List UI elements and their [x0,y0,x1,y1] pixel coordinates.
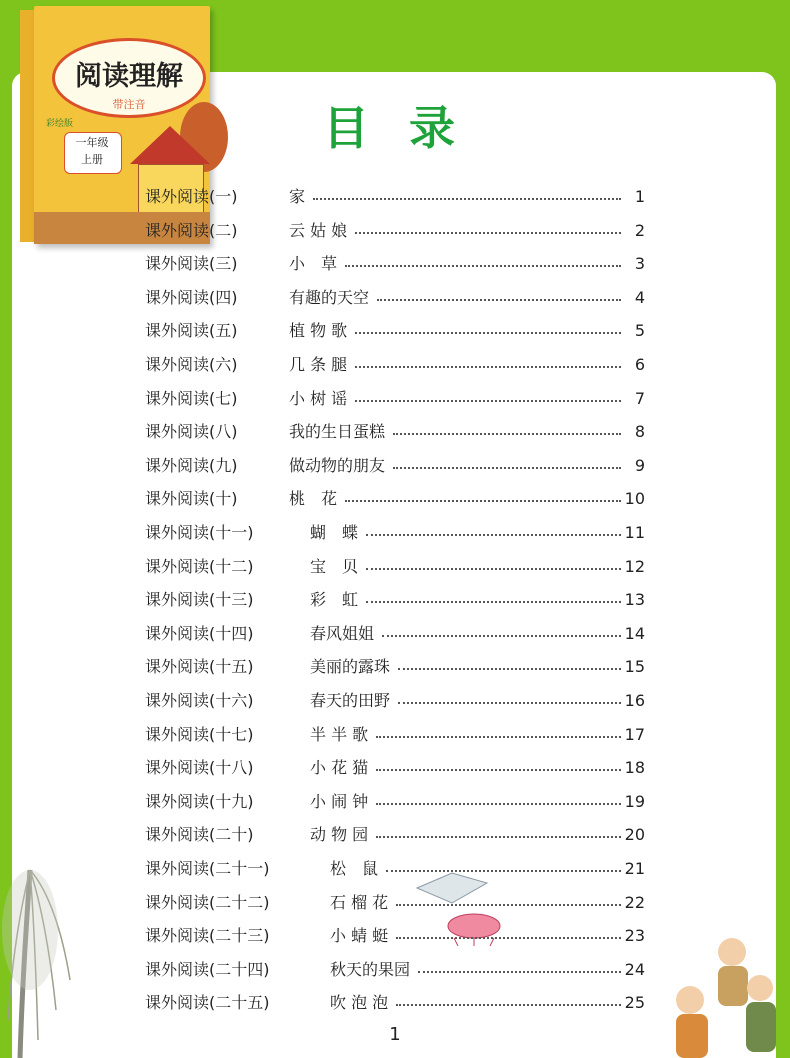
toc-entry-label: 课外阅读(十八) [145,758,254,778]
toc-entry-page: 25 [624,993,645,1013]
toc-entry-page: 3 [634,254,645,274]
toc-entry-title: 秋天的果园 [330,959,411,979]
toc-entry-label: 课外阅读(二) [145,220,238,240]
toc-entry-title: 云 姑 娘 [289,220,348,240]
toc-entry-page: 17 [624,724,645,744]
toc-entry-page: 6 [634,355,645,374]
toc-entry-title: 宝 贝 [310,556,359,576]
toc-entry[interactable] [145,620,645,648]
toc-entry[interactable] [145,385,645,413]
toc-entry[interactable] [145,217,645,245]
toc-entry-title: 半 半 歌 [310,724,369,744]
toc-entry-title: 小 蜻 蜓 [330,926,389,946]
toc-entry-label: 课外阅读(二十一) [145,859,270,878]
toc-entry[interactable] [145,821,645,849]
toc-entry[interactable] [145,788,645,816]
toc-leader-dots [313,198,621,200]
toc-leader-dots [386,870,621,872]
toc-leader-dots [345,265,621,267]
toc-entry[interactable] [145,351,645,379]
toc-entry[interactable] [145,183,645,211]
toc-leader-dots [393,467,621,469]
toc-entry[interactable] [145,989,645,1017]
toc-entry-label: 课外阅读(十三) [145,590,254,610]
toc-entry-page: 5 [634,321,645,341]
toc-entry-label: 课外阅读(二十四) [145,959,270,979]
toc-leader-dots [377,299,621,301]
toc-entry-title: 几 条 腿 [289,355,348,374]
toc-entry-label: 课外阅读(五) [145,321,238,341]
toc-entry-label: 课外阅读(三) [145,254,238,274]
toc-entry-title: 我的生日蛋糕 [289,422,386,442]
toc-leader-dots [376,803,621,805]
toc-entry[interactable] [145,519,645,547]
toc-leader-dots [376,769,621,771]
toc-entry[interactable] [145,250,645,278]
toc-leader-dots [418,971,621,973]
toc-leader-dots [355,400,621,402]
toc-entry-title: 小 草 [289,254,338,274]
toc-entry-label: 课外阅读(十四) [145,623,254,643]
toc-entry-title: 美丽的露珠 [310,657,391,677]
grade-line2: 上册 [81,153,103,166]
toc-entry-label: 课外阅读(二十三) [145,926,270,946]
book-subtitle: 带注音 [112,98,146,111]
toc-heading: 目 录 [322,101,467,155]
toc-entry-page: 7 [634,388,645,408]
toc-entry-label: 课外阅读(二十) [145,825,254,845]
toc-entry-label: 课外阅读(八) [145,422,238,442]
toc-entry[interactable] [145,754,645,782]
toc-entry[interactable] [145,687,645,715]
toc-entry-page: 19 [624,791,645,811]
toc-leader-dots [366,534,621,536]
toc-entry-page: 11 [624,523,645,542]
toc-leader-dots [382,635,621,637]
toc-leader-dots [396,904,621,906]
toc-entry-title: 小 闹 钟 [310,791,369,811]
book-edition-tag: 彩绘版 [46,119,74,129]
toc-entry-title: 植 物 歌 [289,321,348,341]
toc-leader-dots [398,668,621,670]
toc-entry-label: 课外阅读(十七) [145,724,254,744]
toc-entry-label: 课外阅读(七) [145,388,238,408]
toc-leader-dots [376,736,621,738]
toc-leader-dots [366,601,621,603]
toc-entry-label: 课外阅读(四) [145,287,238,307]
toc-leader-dots [345,500,621,502]
toc-entry[interactable] [145,485,645,513]
toc-entry-title: 动 物 园 [310,825,369,845]
toc-entry[interactable] [145,586,645,614]
toc-entry-page: 2 [634,220,645,240]
grade-line1: 一年级 [75,136,109,149]
toc-leader-dots [355,366,621,368]
toc-entry-page: 20 [624,825,645,845]
toc-entry-page: 10 [624,489,645,509]
toc-leader-dots [376,836,621,838]
toc-entry-title: 松 鼠 [330,859,379,878]
toc-entry-label: 课外阅读(十) [145,489,238,509]
toc-entry[interactable] [145,452,645,480]
toc-leader-dots [396,1004,621,1006]
toc-leader-dots [366,568,621,570]
toc-entry-page: 24 [624,959,645,979]
toc-entry-page: 4 [634,287,645,307]
toc-entry[interactable] [145,317,645,345]
toc-entry-title: 有趣的天空 [289,287,370,307]
toc-entry[interactable] [145,653,645,681]
toc-entry-title: 吹 泡 泡 [330,993,389,1013]
toc-entry-title: 家 [289,187,306,206]
toc-entry-page: 18 [624,758,645,778]
book-title: 阅读理解 [75,61,183,92]
toc-entry-label: 课外阅读(九) [145,455,238,475]
toc-leader-dots [355,232,621,234]
toc-entry-page: 23 [624,926,645,946]
toc-entry-page: 22 [624,892,645,912]
toc-entry-label: 课外阅读(十五) [145,657,254,677]
toc-leader-dots [396,937,621,939]
toc-entry-label: 课外阅读(十一) [145,523,254,542]
toc-entry-title: 桃 花 [289,489,338,509]
toc-entry-label: 课外阅读(十九) [145,791,254,811]
toc-entry-title: 做动物的朋友 [289,455,386,475]
toc-entry-label: 课外阅读(十六) [145,691,254,710]
toc-entry-page: 1 [634,187,645,206]
toc-entry[interactable] [145,418,645,446]
toc-entry[interactable] [145,284,645,312]
toc-entry[interactable] [145,922,645,950]
toc-leader-dots [398,702,621,704]
toc-entry[interactable] [145,553,645,581]
toc-entry-label: 课外阅读(六) [145,355,238,374]
toc-leader-dots [355,332,621,334]
toc-entry-page: 12 [624,556,645,576]
toc-entry-page: 15 [624,657,645,677]
toc-entry[interactable] [145,889,645,917]
toc-entry-label: 课外阅读(十二) [145,556,254,576]
toc-entry-title: 彩 虹 [310,590,359,610]
toc-entry-title: 石 榴 花 [330,892,389,912]
toc-entry-page: 9 [634,455,645,475]
toc-entry[interactable] [145,855,645,883]
toc-entry-page: 16 [624,691,645,710]
toc-entry-title: 春风姐姐 [310,623,375,643]
toc-entry-label: 课外阅读(一) [145,187,238,206]
toc-entry-title: 小 树 谣 [289,388,348,408]
toc-entry-page: 13 [624,590,645,610]
toc-entry[interactable] [145,956,645,984]
toc-entry-title: 蝴 蝶 [310,523,359,542]
toc-entry-title: 小 花 猫 [310,758,369,778]
toc-entry-label: 课外阅读(二十五) [145,993,270,1013]
toc-leader-dots [393,433,621,435]
toc-entry-page: 8 [634,422,645,442]
toc-entry-page: 14 [624,623,645,643]
page-number: 1 [389,1024,401,1045]
toc-entry-title: 春天的田野 [310,691,391,710]
toc-entry-page: 21 [624,859,645,878]
toc-entry-label: 课外阅读(二十二) [145,892,270,912]
toc-entry[interactable] [145,721,645,749]
